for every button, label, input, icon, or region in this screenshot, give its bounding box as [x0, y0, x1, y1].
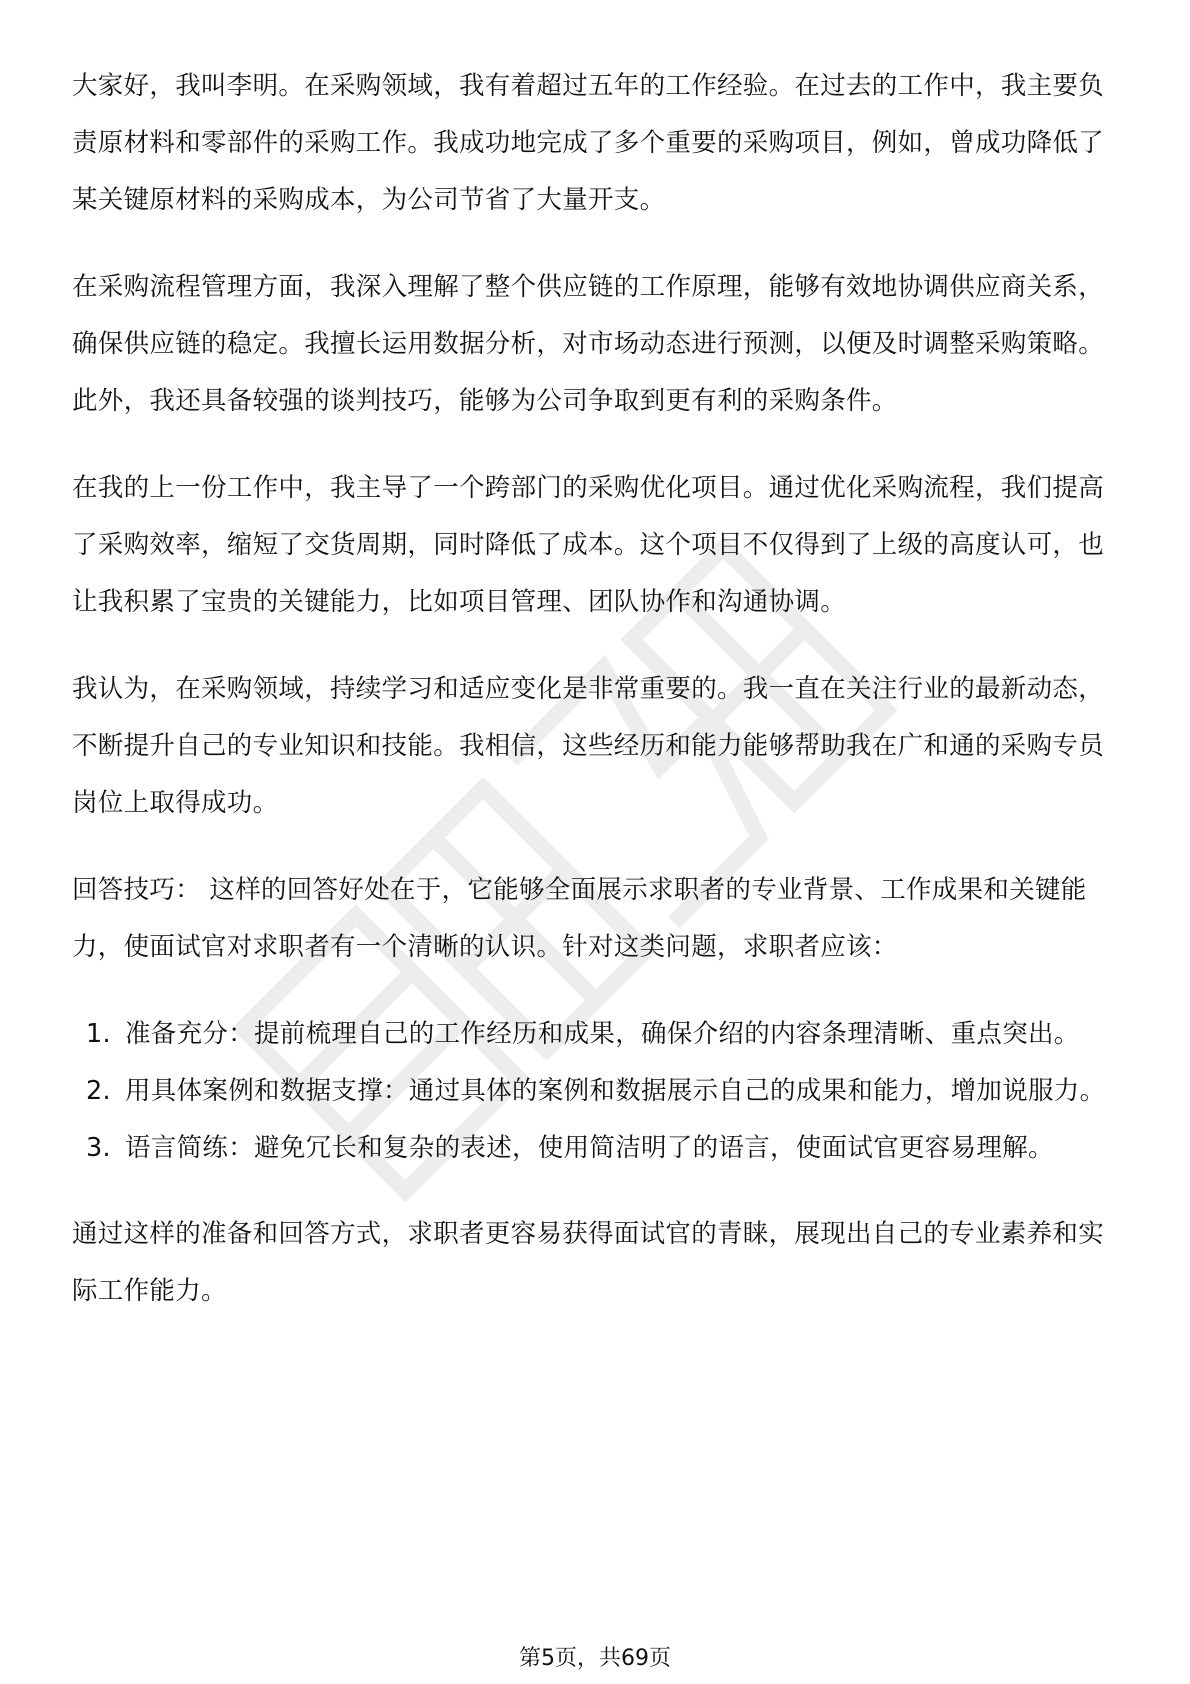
closing-paragraph: 通过这样的准备和回答方式，求职者更容易获得面试官的青睐，展现出自己的专业素养和实际工作能力。: [72, 1219, 1105, 1306]
list-item: [72, 1120, 1127, 1177]
project-paragraph: 在我的上一份工作中，我主导了一个跨部门的采购优化项目。通过优化采购流程，我们提高了采购效率，缩短了交货周期，同时降低了成本。这个项目不仅得到了上级的高度认可，也让我积累了宝贵的关键能力，比如项目管理、团队协作和沟通协调。: [72, 473, 1105, 617]
list-item-text: 准备充分：提前梳理自己的工作经历和成果，确保介绍的内容条理清晰、重点突出。: [125, 1019, 1080, 1049]
page-number: 第5页，共69页: [519, 1646, 671, 1671]
tips-intro-paragraph: 回答技巧： 这样的回答好处在于，它能够全面展示求职者的专业背景、工作成果和关键能力，使面试官对求职者有一个清晰的认识。针对这类问题，求职者应该：: [72, 875, 1087, 962]
list-item-number: 1.: [86, 1019, 111, 1049]
list-item-number: 2.: [86, 1076, 111, 1106]
process-paragraph: 在采购流程管理方面，我深入理解了整个供应链的工作原理，能够有效地协调供应商关系，确保供应链的稳定。我擅长运用数据分析，对市场动态进行预测，以便及时调整采购策略。此外，我还具备较强的谈判技巧，能够为公司争取到更有利的采购条件。: [72, 272, 1105, 416]
tips-list: [72, 1006, 1127, 1177]
list-item-text: 用具体案例和数据支撑：通过具体的案例和数据展示自己的成果和能力，增加说服力。: [125, 1076, 1106, 1106]
document-body: [72, 58, 1127, 1350]
learning-paragraph: 我认为，在采购领域，持续学习和适应变化是非常重要的。我一直在关注行业的最新动态，不断提升自己的专业知识和技能。我相信，这些经历和能力能够帮助我在广和通的采购专员岗位上取得成功。: [72, 674, 1105, 818]
intro-paragraph: 大家好，我叫李明。在采购领域，我有着超过五年的工作经验。在过去的工作中，我主要负责原材料和零部件的采购工作。我成功地完成了多个重要的采购项目，例如，曾成功降低了某关键原材料的采购成本，为公司节省了大量开支。: [72, 71, 1105, 215]
list-item: [72, 1006, 1127, 1063]
list-item-text: 语言简练：避免冗长和复杂的表述，使用简洁明了的语言，使面试官更容易理解。: [125, 1133, 1054, 1163]
list-item: [72, 1063, 1127, 1120]
list-item-number: 3.: [86, 1133, 111, 1163]
